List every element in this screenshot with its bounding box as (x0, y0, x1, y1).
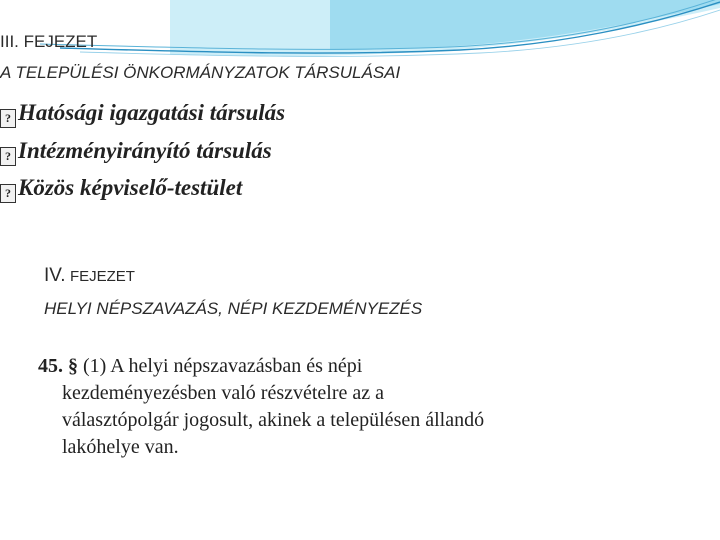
chapter3-title: III. FEJEZET (0, 32, 98, 51)
wave-fill-mid (330, 0, 720, 50)
bullet-box-icon: ? (0, 109, 16, 128)
bullet-text: Intézményirányító társulás (18, 138, 272, 163)
chapter4-subtitle: HELYI NÉPSZAVAZÁS, NÉPI KEZDEMÉNYEZÉS (44, 299, 423, 318)
chapter4-word: FEJEZET (69, 268, 135, 285)
bullet-item (0, 138, 272, 166)
chapter3-subtitle: A TELEPÜLÉSI ÖNKORMÁNYZATOK TÁRSULÁSAI (0, 63, 401, 82)
paragraph-line-2: kezdeményezésben való részvételre az a (62, 382, 385, 404)
bullet-box-icon: ? (0, 184, 16, 203)
paragraph-line-4: lakóhelye van. (62, 436, 179, 458)
paragraph-line-3: választópolgár jogosult, akinek a településen állandó (62, 409, 485, 431)
bullet-item (0, 100, 285, 128)
law-paragraph (38, 353, 678, 461)
paragraph-text: (1) A helyi népszavazásban és népi (78, 355, 363, 377)
section-number: 45. § (38, 355, 78, 377)
bullet-item (0, 175, 242, 203)
bullet-text: Hatósági igazgatási társulás (18, 100, 286, 125)
bullet-box-icon: ? (0, 147, 16, 166)
chapter4-title (44, 265, 135, 287)
paragraph-line-1 (38, 353, 678, 380)
chapter4-number: IV. (44, 265, 66, 286)
bullet-text: Közös képviselő-testület (18, 175, 243, 200)
